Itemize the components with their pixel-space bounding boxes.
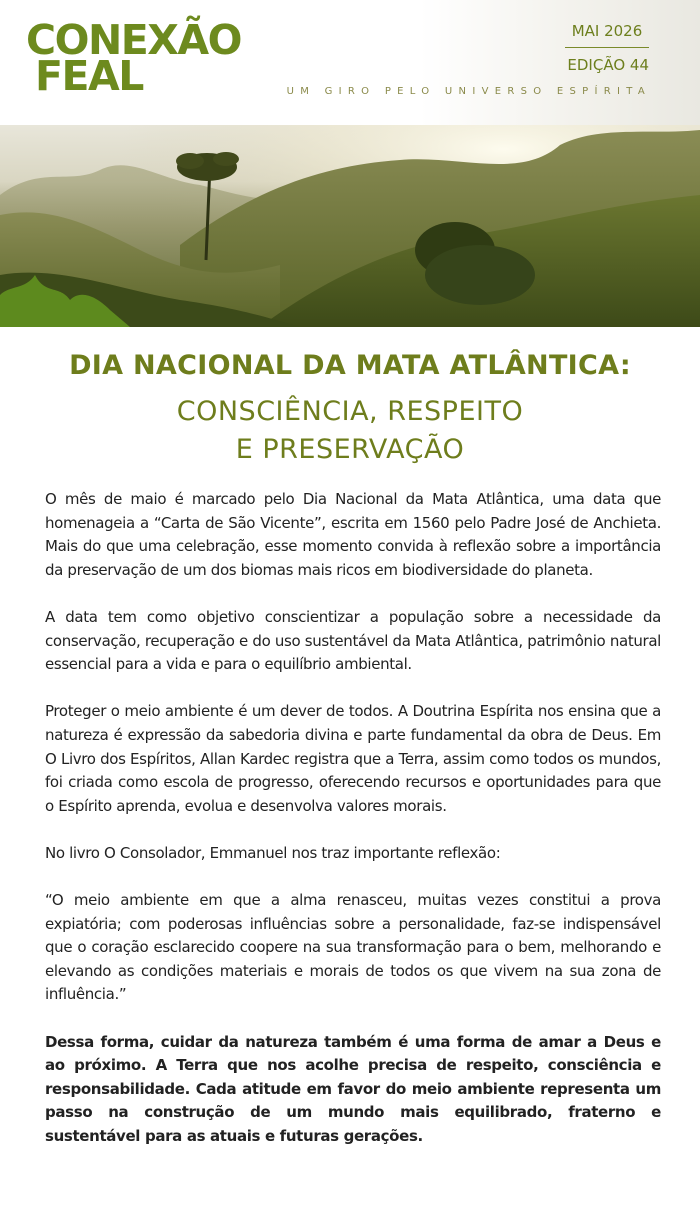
article-subtitle-line-1: CONSCIÊNCIA, RESPEITO	[176, 396, 524, 427]
article-subtitle-line-2: E PRESERVAÇÃO	[235, 434, 465, 465]
logo-line-2: FEAL	[35, 52, 143, 100]
quote-paragraph: “O meio ambiente em que a alma renasceu, muitas vezes constitui a prova expiatória; com poderosas influências sobre a personalidade, faz-se indispensável que o coração esclarecido coopere na sua transformação para o bem, melhorando e elevando as condições materiais e morais de todos os que vivem na sua zona de influência.”	[45, 891, 661, 1004]
forest-landscape-photo	[0, 125, 700, 327]
issue-edition: EDIÇÃO 44	[567, 56, 649, 74]
paragraph-3: Proteger o meio ambiente é um dever de todos. A Doutrina Espírita nos ensina que a natureza é expressão da sabedoria divina e parte fundamental da obra de Deus. Em O Livro dos Espíritos, Allan Kardec registra que a Terra, assim como todos os mundos, foi criada como escola de progresso, oferecendo recursos e oportunidades para que o Espírito aprenda, evolua e desenvolva valores morais.	[45, 702, 661, 815]
issue-info	[565, 22, 649, 74]
article-title: DIA NACIONAL DA MATA ATLÂNTICA:	[69, 350, 631, 381]
paragraph-1: O mês de maio é marcado pelo Dia Nacional da Mata Atlântica, uma data que homenageia a “Carta de São Vicente”, escrita em 1560 pelo Padre José de Anchieta. Mais do que uma celebração, esse momento convida à reflexão sobre a importância da preservação de um dos biomas mais ricos em biodiversidade do planeta.	[45, 490, 661, 579]
issue-date: MAI 2026	[565, 22, 649, 48]
article-body	[45, 488, 661, 1149]
paragraph-4: No livro O Consolador, Emmanuel nos traz importante reflexão:	[45, 843, 501, 862]
newsletter-header	[0, 0, 700, 125]
tagline: UM GIRO PELO UNIVERSO ESPÍRITA	[286, 86, 651, 97]
paragraph-2: A data tem como objetivo conscientizar a população sobre a necessidade da conservação, recuperação e do uso sustentável da Mata Atlântica, patrimônio natural essencial para a vida e para o equilíbrio ambiental.	[45, 607, 661, 674]
closing-paragraph: Dessa forma, cuidar da natureza também é uma forma de amar a Deus e ao próximo. A Terra que nos acolhe precisa de respeito, consciência e responsabilidade. Cada atitude em favor do meio ambiente representa um passo na construção de um mundo mais equilibrado, fraterno e sustentável para as atuais e futuras gerações.	[45, 1032, 661, 1146]
article-subtitle	[0, 393, 700, 469]
forest-landscape-illustration	[0, 125, 700, 327]
logo-line-1: CONEXÃO	[26, 16, 241, 64]
logo	[26, 16, 241, 100]
